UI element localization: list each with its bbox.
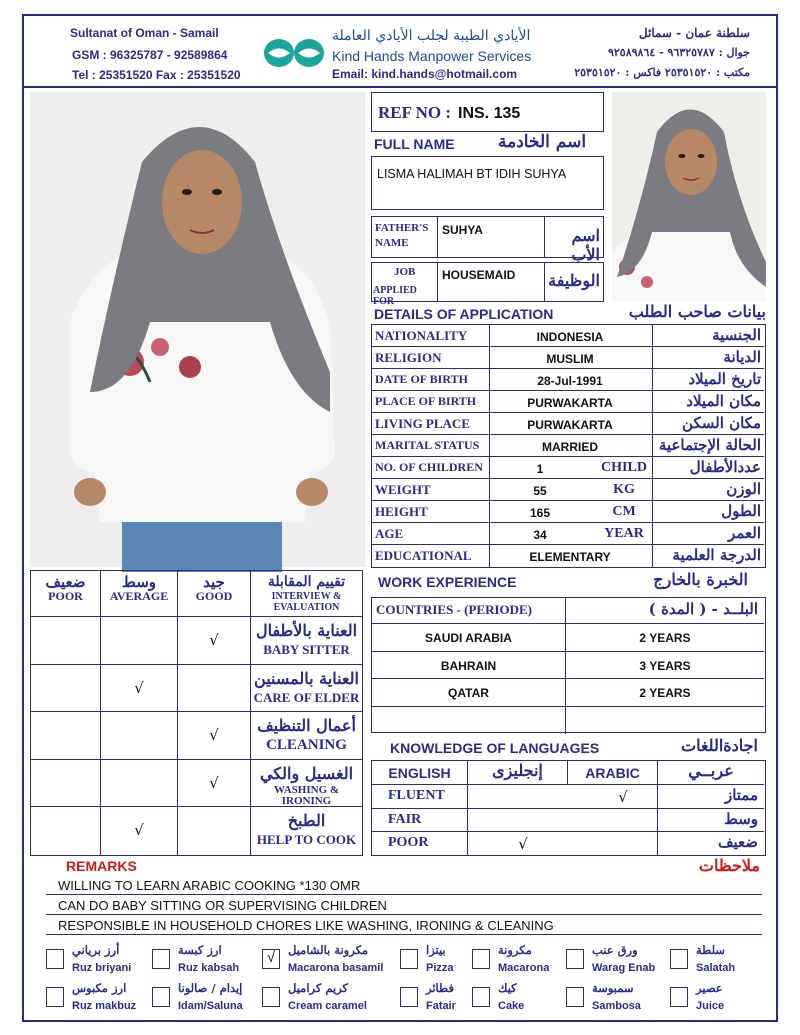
job-ar-cell [544,263,604,301]
cooking-checkbox[interactable] [400,949,418,969]
remarks-line-3 [46,934,762,935]
cooking-item-ar: عصير [696,981,723,995]
father-ar-cell [544,217,604,264]
eval-mark-cell [101,807,178,855]
details-row [372,545,764,567]
details-ar-cell [652,435,764,457]
eval-skill-ar: العناية بالأطفال [255,621,358,640]
eval-skill-en: CARE OF ELDER [253,689,360,705]
cooking-checkbox[interactable] [400,987,418,1007]
details-value: 55 [533,484,547,498]
work-country: SAUDI ARABIA [425,631,512,645]
cooking-item-en: Juice [696,1000,725,1012]
details-ar-cell [652,347,764,369]
details-row [372,347,764,369]
details-ar-cell [652,413,764,435]
eval-skill-en: CLEANING [266,737,347,753]
details-label-en: EDUCATIONAL [375,548,472,563]
cooking-item-en: Macarona [498,962,550,974]
lang-level-cell [372,785,468,809]
lang-header-cell [568,761,658,785]
eval-check-mark: √ [209,726,219,744]
details-row [372,413,764,435]
job-label-ar: الوظيفة [548,271,600,290]
work-period: 3 YEARS [639,658,691,673]
details-value: PURWAKARTA [527,396,613,410]
eval-header-en: AVERAGE [109,589,169,603]
lang-level-en: FAIR [388,811,422,827]
lang-header-cell [372,761,468,785]
eval-skill-cell [251,665,362,713]
work-country-cell [372,624,566,652]
details-label-ar: مكان السكن [682,414,761,432]
lang-level-ar-cell [658,832,764,856]
work-table [371,597,766,733]
eval-mark-cell [101,712,178,760]
cooking-item-ar: مكرونة [498,943,532,957]
father-label-ar: اسم الأب [571,226,600,264]
father-box [371,216,604,264]
details-label-ar: العمر [728,524,761,542]
cooking-item-en: Salatah [696,962,736,974]
father-label-cell [372,217,438,257]
work-period-cell [566,652,764,680]
job-value: HOUSEMAID [442,268,516,282]
lang-col-arabic-ar: عربــي [688,761,734,780]
details-ar-cell [652,479,764,501]
details-table [371,324,766,568]
agency-email: Email: kind.hands@hotmail.com [332,67,518,81]
details-value: MARRIED [542,440,598,454]
cooking-item-ar: ورق عنب [592,943,638,957]
work-period-cell [566,707,764,735]
eval-mark-cell [31,665,101,713]
remarks-label-en: REMARKS [66,858,137,874]
eval-skill-ar: الغسيل والكي [259,763,354,783]
remarks-text-1: WILLING TO LEARN ARABIC COOKING *130 OMR [58,878,361,893]
details-label-en: DATE OF BIRTH [375,372,468,386]
details-unit: CM [612,504,636,519]
details-label-en: AGE [375,526,404,541]
details-ar-cell [652,523,764,545]
details-label-cell [372,413,490,435]
remarks-label-ar: ملاحظات [698,856,760,875]
work-col-ar: البلــد - ( المدة ) [648,600,758,618]
details-label-cell [372,523,490,545]
father-label-en-2: NAME [375,237,409,249]
cooking-item-ar: ارز كبسة [178,943,222,957]
cooking-checkbox[interactable] [566,949,584,969]
details-value: 1 [536,462,544,476]
eval-skill-ar: العناية بالمسنين [254,668,359,688]
evaluation-table [30,570,363,856]
eval-mark-cell [101,760,178,808]
details-label-en: NATIONALITY [375,328,468,343]
cooking-checkbox[interactable] [472,949,490,969]
languages-table [371,760,766,856]
eval-skill-en: BABY SITTER [263,642,350,657]
cooking-item-ar: إيدام / صالونا [178,981,243,995]
details-label-cell [372,435,490,457]
details-row [372,523,764,545]
lang-english-cell [468,809,658,833]
agency-gsm-ar: جوال : ٩٦٣٢٥٧٨٧ - ٩٢٥٨٩٨٦٤ [607,46,750,59]
cooking-item-ar: مكرونة بالشاميل [288,943,369,957]
eval-header-en: POOR [48,589,83,603]
full-name-label-ar: اسم الخادمة [498,132,587,152]
details-label-ar: تاريخ الميلاد [688,370,761,388]
eval-header-ar: تقييم المقابلة [267,574,346,590]
details-ar-cell [652,325,764,347]
header-divider [24,86,776,88]
details-label-ar: الطول [721,502,761,520]
work-country-cell [372,707,566,735]
details-header-ar: بيانات صاحب الطلب [628,302,766,321]
eval-check-mark: √ [209,631,219,649]
details-value: ELEMENTARY [529,550,611,564]
eval-skill-cell [251,712,362,760]
lang-level-cell [372,809,468,833]
eval-mark-cell [178,807,251,855]
details-row [372,435,764,457]
lang-header-cell [468,761,568,785]
details-label-en: NO. OF CHILDREN [375,460,483,474]
agency-tel-ar: مكتب : ٢٥٣٥١٥٢٠ فاكس : ٢٥٣٥١٥٢٠ [574,66,750,79]
lang-col-arabic: ARABIC [585,765,640,781]
eval-check-mark: √ [134,821,144,839]
lang-english-cell [468,785,658,809]
details-label-cell [372,501,490,523]
lang-col-english: ENGLISH [388,765,451,781]
eval-header-ar: ضعيف [45,573,86,591]
eval-skill-cell [251,760,362,808]
cooking-item-ar: سمبوسة [592,981,634,995]
details-label-cell [372,391,490,413]
eval-header-cell [101,571,178,617]
full-name-box [371,156,604,210]
cooking-item-en: Macarona basamil [288,962,384,974]
lang-arabic-mark: √ [618,788,628,806]
lang-level-en: POOR [388,835,429,850]
work-col-en: COUNTRIES - (PERIODE) [372,598,566,624]
details-label-cell [372,457,490,479]
details-value: MUSLIM [546,352,594,366]
details-value: INDONESIA [536,330,604,344]
details-label-ar: الوزن [726,480,761,498]
eval-mark-cell [178,712,251,760]
lang-english-cell [468,832,658,856]
job-label-cell [372,263,438,307]
cooking-item-en: Ruz kabsah [178,962,240,974]
applicant-photo-small [612,92,766,302]
details-label-en: WEIGHT [375,482,431,497]
eval-skill-ar: الطبخ [287,811,326,830]
agency-gsm-en: GSM : 96325787 - 92589864 [72,48,228,62]
ref-value: INS. 135 [458,105,521,122]
applicant-photo-large [30,92,365,567]
details-label-en: LIVING PLACE [375,416,470,431]
eval-mark-cell [31,760,101,808]
cooking-checkbox[interactable] [670,949,688,969]
cooking-item-en: Sambosa [592,1000,641,1012]
eval-mark-cell [101,617,178,665]
details-unit: KG [613,482,635,497]
father-value: SUHYA [442,223,483,237]
details-label-cell [372,347,490,369]
eval-header-ar: جيد [203,573,225,591]
eval-skill-ar: أعمال التنظيف [257,716,356,735]
languages-header-ar: اجادةاللغات [681,736,758,755]
agency-name-ar: الأيادي الطيبة لجلب الأيادي العاملة [332,28,531,44]
cooking-checkbox[interactable] [670,987,688,1007]
lang-level-en: FLUENT [388,788,445,803]
details-label-en: RELIGION [375,350,442,365]
cooking-item-ar: فطائر [426,981,454,995]
eval-skill-cell [251,617,362,665]
eval-mark-cell [178,617,251,665]
details-row [372,457,764,479]
eval-skill-en: HELP TO COOK [256,832,357,847]
cooking-checkbox[interactable] [472,987,490,1007]
cooking-item-ar: كريم كراميل [288,981,349,995]
details-ar-cell [652,501,764,523]
eval-header-en: INTERVIEW & EVALUATION [271,591,342,613]
cooking-checkbox[interactable] [566,987,584,1007]
full-name-value: LISMA HALIMAH BT IDIH SUHYA [377,167,567,181]
details-value: 165 [529,506,551,520]
cooking-item-en: Cream caramel [288,1000,367,1012]
details-row [372,369,764,391]
details-row [372,391,764,413]
details-label-en: HEIGHT [375,504,428,519]
details-unit: CHILD [601,460,647,475]
work-country: QATAR [448,686,489,700]
cooking-item-en: Fatair [426,1000,456,1012]
cooking-item-en: Cake [498,1000,525,1012]
lang-english-mark: √ [518,835,528,853]
cooking-checkbox[interactable] [262,987,280,1007]
eval-mark-cell [178,760,251,808]
work-period: 2 YEARS [639,631,691,645]
agency-tel-en: Tel : 25351520 Fax : 25351520 [72,68,241,82]
remarks-text-2: CAN DO BABY SITTING OR SUPERVISING CHILDREN [58,898,387,913]
remarks-line-2 [46,914,762,915]
cooking-checkbox[interactable] [46,987,64,1007]
cooking-item-ar: بيتزا [426,943,446,957]
cooking-checkbox[interactable] [152,987,170,1007]
ref-box [371,92,604,132]
cooking-checkbox[interactable]: √ [262,949,280,969]
details-label-ar: مكان الميلاد [686,392,761,410]
cooking-item-ar: أرز برياني [72,943,120,957]
work-header-row [372,598,764,624]
details-label-ar: الديانة [723,348,761,366]
eval-header-en: GOOD [195,589,233,603]
hands-logo-icon [262,36,326,70]
lang-level-ar: وسط [723,809,758,828]
details-ar-cell [652,369,764,391]
father-label-en-1: FATHER'S [375,222,429,234]
eval-header-cell [178,571,251,617]
lang-level-cell [372,832,468,856]
details-label-cell [372,325,490,347]
cooking-item-en: Ruz makbuz [72,1000,137,1012]
eval-skill-en: WASHING & IRONING [273,783,340,807]
work-period: 2 YEARS [639,686,691,700]
details-ar-cell [652,391,764,413]
cooking-item-ar: كيك [498,981,517,995]
eval-mark-cell [31,712,101,760]
job-label-en-1: JOB [394,266,416,278]
details-value: PURWAKARTA [527,418,613,432]
cooking-item-ar: سلطة [696,943,726,957]
remarks-line-1 [46,894,762,895]
details-value: 34 [533,528,547,542]
lang-level-ar: ضعيف [717,833,758,851]
details-label-cell [372,369,490,391]
lang-level-ar-cell [658,785,764,809]
details-label-ar: عددالأطفال [689,458,761,476]
eval-mark-cell [101,665,178,713]
details-label-ar: الجنسية [712,326,761,344]
work-country: BAHRAIN [440,658,497,673]
work-header-ar: الخبرة بالخارج [653,570,748,589]
lang-level-ar: ممتاز [724,786,758,804]
ref-label: REF NO : [378,103,452,122]
cooking-item-en: Ruz briyani [72,962,132,974]
details-label-ar: الدرجة العلمية [672,546,761,564]
details-label-cell [372,545,490,567]
details-row [372,479,764,501]
details-ar-cell [652,457,764,479]
details-ar-cell [652,545,764,567]
agency-name-en: Kind Hands Manpower Services [332,48,532,64]
cooking-checkbox[interactable] [152,949,170,969]
job-box [371,262,604,307]
work-header-en: WORK EXPERIENCE [378,574,517,590]
details-label-en: PLACE OF BIRTH [375,394,477,408]
lang-col-english-ar: إنجليزى [492,761,543,780]
work-country-cell [372,652,566,680]
eval-mark-cell [31,807,101,855]
lang-header-cell [658,761,764,785]
lang-level-ar-cell [658,809,764,833]
cooking-item-en: Idam/Saluna [178,1000,243,1012]
cooking-item-ar: ارز مكبوس [72,981,127,995]
eval-mark-cell [178,665,251,713]
cooking-item-en: Warag Enab [592,962,656,974]
job-label-en-2: APPLIED FOR [373,285,417,307]
work-country-cell [372,679,566,707]
eval-header-ar: وسط [121,573,157,591]
agency-location-ar: سلطنة عمان - سمائل [638,26,750,40]
eval-check-mark: √ [134,678,144,697]
cooking-checkbox[interactable] [46,949,64,969]
languages-header-en: KNOWLEDGE OF LANGUAGES [390,740,600,756]
eval-skill-cell [251,807,362,855]
agency-location-en: Sultanat of Oman - Samail [70,26,219,40]
full-name-label-en: FULL NAME [374,136,455,152]
eval-check-mark: √ [209,773,219,792]
details-header-en: DETAILS OF APPLICATION [374,306,554,322]
work-period-cell [566,679,764,707]
details-value: 28-Jul-1991 [537,374,603,388]
remarks-text-3: RESPONSIBLE IN HOUSEHOLD CHORES LIKE WASHING, IRONING & CLEANING [58,918,554,933]
eval-mark-cell [31,617,101,665]
details-row [372,501,764,523]
details-label-ar: الحالة الإجتماعية [658,436,761,454]
eval-header-cell [31,571,101,617]
work-period-cell [566,624,764,652]
details-label-en: MARITAL STATUS [375,438,480,452]
details-unit: YEAR [604,526,644,541]
cooking-item-en: Pizza [426,962,454,974]
details-row [372,325,764,347]
details-label-cell [372,479,490,501]
eval-header-cell [251,571,362,617]
